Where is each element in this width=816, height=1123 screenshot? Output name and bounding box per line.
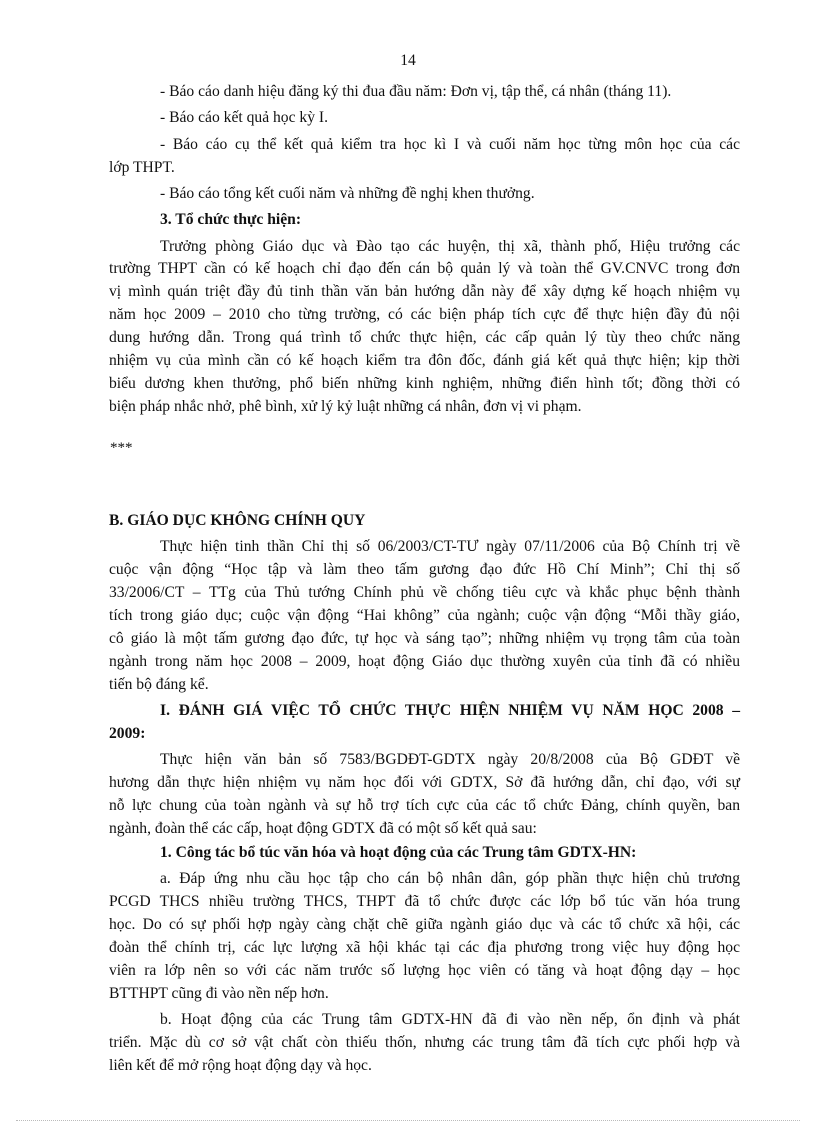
text-line: lớp THPT. bbox=[109, 159, 175, 176]
text-line: - Báo cáo kết quả học kỳ I. bbox=[160, 109, 329, 126]
text-line: BTTHPT cũng đi vào nền nếp hơn. bbox=[109, 985, 329, 1002]
section-heading-line: 1. Công tác bổ túc văn hóa và hoạt động của các Trung tâm GDTX-HN: bbox=[160, 844, 637, 861]
section-separator: *** bbox=[110, 440, 133, 456]
section-heading-line: B. GIÁO DỤC KHÔNG CHÍNH QUY bbox=[109, 512, 366, 529]
page-number: 14 bbox=[400, 52, 416, 69]
text-line: cuộc vận động “Học tập và làm theo tấm gương đạo đức Hồ Chí Minh”; Chỉ thị số bbox=[109, 561, 740, 578]
text-line: năm học 2009 – 2010 cho từng trường, có các biện pháp tích cực để thực hiện đầy đủ nội bbox=[109, 306, 740, 323]
text-line: - Báo cáo danh hiệu đăng ký thi đua đầu năm: Đơn vị, tập thể, cá nhân (tháng 11). bbox=[160, 83, 672, 100]
text-line: tiến bộ đáng kể. bbox=[109, 676, 209, 693]
section-heading-line: 3. Tổ chức thực hiện: bbox=[160, 211, 302, 228]
text-line: Thực hiện tinh thần Chỉ thị số 06/2003/CT-TƯ ngày 07/11/2006 của Bộ Chính trị về bbox=[160, 538, 740, 555]
text-line: Trưởng phòng Giáo dục và Đào tạo các huyện, thị xã, thành phố, Hiệu trưởng các bbox=[160, 238, 740, 255]
text-line: nỗ lực chung của toàn ngành và sự hỗ trợ tích cực của các tổ chức Đảng, chính quyền, ban bbox=[109, 797, 740, 814]
text-line: b. Hoạt động của các Trung tâm GDTX-HN đã đi vào nền nếp, ổn định và phát bbox=[160, 1011, 740, 1028]
text-line: - Báo cáo tổng kết cuối năm và những đề nghị khen thưởng. bbox=[160, 185, 535, 202]
text-line: vị mình quán triệt đầy đủ tinh thần văn bản hướng dẫn này để xây dựng kế hoạch nhiệm vụ bbox=[109, 283, 740, 300]
text-line: a. Đáp ứng nhu cầu học tập cho cán bộ nhân dân, góp phần thực hiện chủ trương bbox=[160, 870, 740, 887]
text-line: biểu dương khen thưởng, phổ biến những kinh nghiệm, những điển hình tốt; đồng thời có bbox=[109, 375, 740, 392]
text-line: hương dẫn thực hiện nhiệm vụ năm học đối với GDTX, Sở đã hướng dẫn, chỉ đạo, với sự bbox=[109, 774, 740, 791]
page-bottom-dotted-rule bbox=[16, 1120, 800, 1121]
text-line: biện pháp nhắc nhở, phê bình, xử lý kỷ luật những cá nhân, đơn vị vi phạm. bbox=[109, 398, 582, 415]
text-line: dung hướng dẫn. Trong quá trình tổ chức thực hiện, các cấp quản lý tùy theo chức năng bbox=[109, 329, 740, 346]
section-heading-line: I. ĐÁNH GIÁ VIỆC TỔ CHỨC THỰC HIỆN NHIỆM VỤ NĂM HỌC 2008 – bbox=[160, 702, 740, 719]
section-heading-line: 2009: bbox=[109, 725, 146, 742]
text-line: ngành trong năm học 2008 – 2009, hoạt động Giáo dục thường xuyên của tỉnh đã có nhiều bbox=[109, 653, 740, 670]
text-line: viên ra lớp nên so với các năm trước số lượng học viên có tăng và hoạt động dạy – học bbox=[109, 962, 740, 979]
text-line: - Báo cáo cụ thể kết quả kiểm tra học kì I và cuối năm học từng môn học của các bbox=[160, 136, 740, 153]
text-line: PCGD THCS nhiều trường THCS, THPT đã tổ chức được các lớp bổ túc văn hóa trung bbox=[109, 893, 740, 910]
text-line: 33/2006/CT – TTg của Thủ tướng Chính phủ về chống tiêu cực và khắc phục bệnh thành bbox=[109, 584, 740, 601]
text-line: đoàn thể chính trị, các lực lượng xã hội khác tại các địa phương trong việc huy động học bbox=[109, 939, 740, 956]
text-line: học. Do có sự phối hợp ngày càng chặt chẽ giữa ngành giáo dục và các tổ chức xã hội, các bbox=[109, 916, 740, 933]
text-line: triển. Mặc dù cơ sở vật chất còn thiếu thốn, nhưng các trung tâm đã tích cực phối hợp và bbox=[109, 1034, 740, 1051]
text-line: trường THPT cần có kế hoạch chỉ đạo đến cán bộ quản lý và toàn thể GV.CNVC trong đơn bbox=[109, 260, 740, 277]
text-line: ngành, đoàn thể các cấp, hoạt động GDTX đã có một số kết quả sau: bbox=[109, 820, 537, 837]
text-line: liên kết để mở rộng hoạt động dạy và học. bbox=[109, 1057, 372, 1074]
text-line: tích trong giáo dục; cuộc vận động “Hai không” của ngành; cuộc vận động “Mỗi thầy giáo, bbox=[109, 607, 740, 624]
text-line: cô giáo là một tấm gương đạo đức, tự học và sáng tạo”; những nhiệm vụ trọng tâm của toàn bbox=[109, 630, 740, 647]
text-line: Thực hiện văn bản số 7583/BGDĐT-GDTX ngày 20/8/2008 của Bộ GDĐT về bbox=[160, 751, 740, 768]
text-line: nhiệm vụ của mình cần có kế hoạch kiểm tra đôn đốc, đánh giá kết quả thực hiện; kịp thời bbox=[109, 352, 740, 369]
